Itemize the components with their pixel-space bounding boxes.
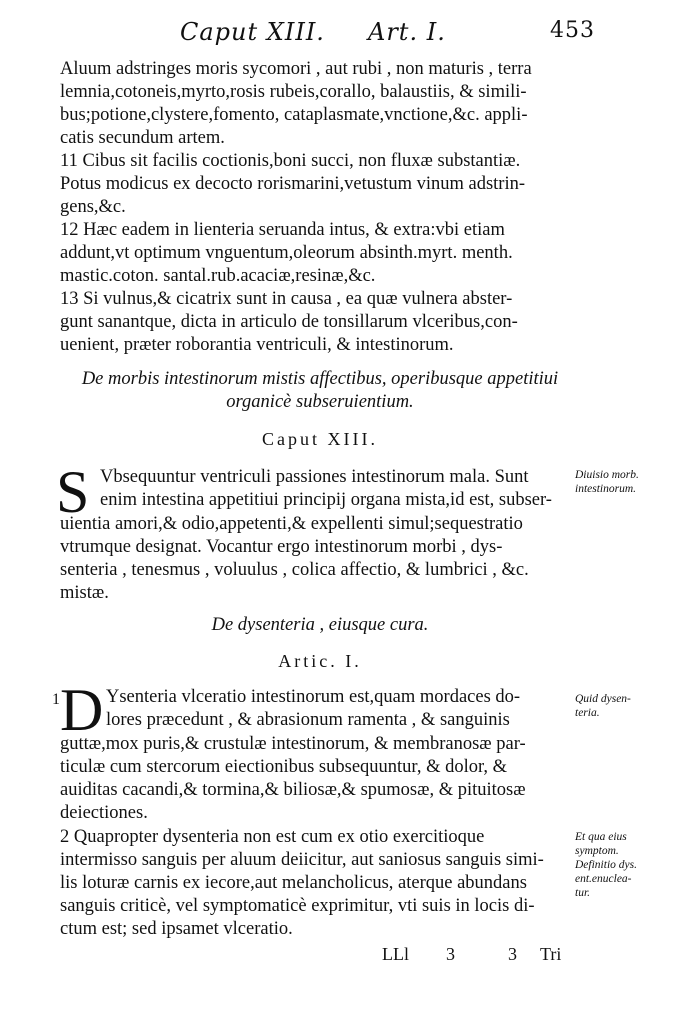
signature-number: 3 bbox=[446, 944, 455, 964]
page-number: 453 bbox=[550, 18, 595, 43]
text-line: Ysenteria vlceratio intestinorum est,quam mordaces do- bbox=[106, 687, 521, 707]
drop-cap: D bbox=[60, 677, 104, 743]
article-title: De dysenteria , eiusque cura. bbox=[211, 615, 429, 635]
text-line: ctum est; sed ipsamet vlceratio. bbox=[60, 919, 293, 939]
drop-cap: S bbox=[56, 459, 90, 525]
signature-mark: LLl bbox=[382, 944, 409, 964]
text-line: enim intestina appetitiui principij organa mista,id est, subser- bbox=[100, 490, 552, 510]
margin-note: Diuisio morb. intestinorum. bbox=[575, 469, 639, 495]
text-line: auiditas cacandi,& tormina,& biliosæ,& spumosæ, & pituitosæ bbox=[60, 780, 526, 800]
text-line: 12 Hæc eadem in lienteria seruanda intus, & extra:vbi etiam bbox=[60, 220, 505, 240]
text-line: vtrumque designat. Vocantur ergo intestinorum morbi , dys- bbox=[60, 537, 503, 557]
text-line: Aluum adstringes moris sycomori , aut rubi , non maturis , terra bbox=[60, 59, 532, 79]
margin-note: Et qua eius symptom. Definitio dys. ent.enuclea- tur. bbox=[575, 831, 637, 899]
text-line: lis loturæ carnis ex iecore,aut melancholicus, aterque abundans bbox=[60, 873, 527, 893]
text-line: lemnia,cotoneis,myrto,rosis rubeis,corallo, balaustiis, & simili- bbox=[60, 82, 527, 102]
section-title: De morbis intestinorum mistis affectibus, operibusque appetitiui bbox=[81, 369, 559, 389]
text-line: gunt sanantque, dicta in articulo de tonsillarum vlceribus,con- bbox=[60, 312, 518, 332]
text-line: 13 Si vulnus,& cicatrix sunt in causa , ea quæ vulnera abster- bbox=[60, 289, 513, 309]
signature-number: 3 bbox=[508, 944, 517, 964]
text-line: ticulæ cum stercorum eiectionibus subsequuntur, & dolor, & bbox=[60, 757, 508, 777]
text-line: lores præcedunt , & abrasionum ramenta , & sanguinis bbox=[106, 710, 510, 730]
text-line: bus;potione,clystere,fomento, cataplasmate,vnctione,&c. appli- bbox=[60, 105, 528, 125]
header-chapter: Caput XIII. bbox=[180, 18, 325, 46]
text-line: catis secundum artem. bbox=[60, 128, 225, 148]
running-header bbox=[180, 18, 600, 48]
text-line: senteria , tenesmus , voluulus , colica affectio, & lumbrici , &c. bbox=[60, 560, 529, 580]
header-article: Art. I. bbox=[368, 18, 446, 46]
text-line: mistæ. bbox=[60, 583, 109, 603]
text-line: 2 Quapropter dysenteria non est cum ex otio exercitioque bbox=[60, 827, 485, 847]
text-line: mastic.coton. santal.rub.acaciæ,resinæ,&c. bbox=[60, 266, 376, 286]
text-line: Vbsequuntur ventriculi passiones intestinorum mala. Sunt bbox=[100, 467, 529, 487]
text-line: deiectiones. bbox=[60, 803, 148, 823]
section-title: organicè subseruientium. bbox=[226, 392, 414, 412]
text-line: guttæ,mox puris,& crustulæ intestinorum, & membranosæ par- bbox=[60, 734, 526, 754]
chapter-heading: Caput XIII. bbox=[262, 429, 378, 449]
text-line: 11 Cibus sit facilis coctionis,boni succi, non fluxæ substantiæ. bbox=[60, 151, 521, 171]
catchword: Tri bbox=[540, 944, 562, 964]
text-line: sanguis criticè, vel symptomaticè exprimitur, vti suis in locis di- bbox=[60, 896, 535, 916]
text-line: uientia amori,& odio,appetenti,& expellenti simul;sequestratio bbox=[60, 514, 523, 534]
article-heading: Artic. I. bbox=[278, 651, 362, 671]
margin-note: Quid dysen- teria. bbox=[575, 693, 631, 719]
text-line: Potus modicus ex decocto rorismarini,vetustum vinum adstrin- bbox=[60, 174, 526, 194]
paragraph-number: 1 bbox=[52, 691, 60, 708]
text-line: gens,&c. bbox=[60, 197, 126, 217]
text-line: addunt,vt optimum vnguentum,oleorum absinth.myrt. menth. bbox=[60, 243, 513, 263]
text-line: uenient, præter roborantia ventriculi, & intestinorum. bbox=[60, 335, 454, 355]
text-line: intermisso sanguis per aluum deiicitur, aut saniosus sanguis simi- bbox=[60, 850, 544, 870]
